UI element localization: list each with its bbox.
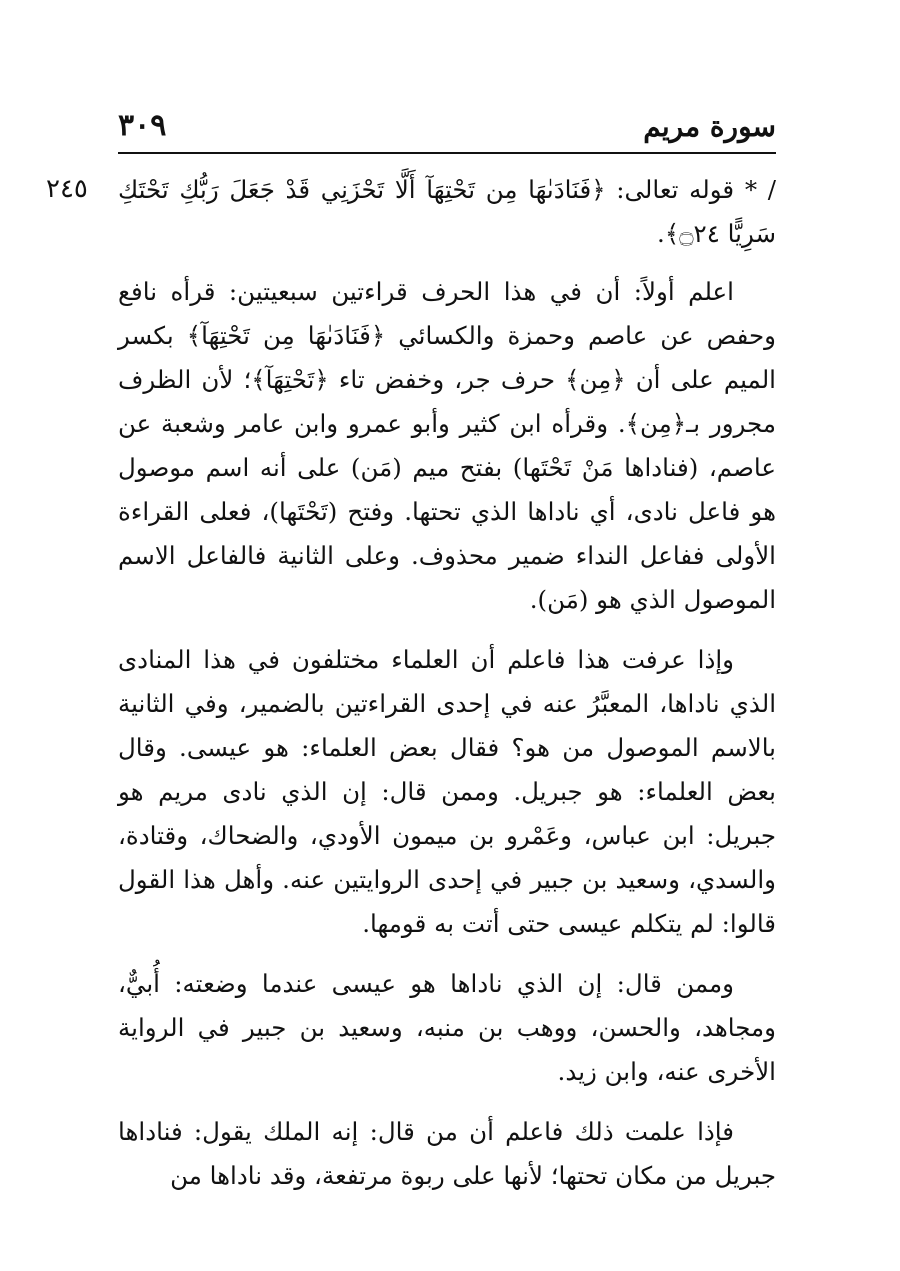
- paragraph-caller-dispute: وإذا عرفت هذا فاعلم أن العلماء مختلفون في هذا المنادى الذي ناداها، المعبَّرُ عنه في إحدى القراءتين بالضمير، وفي الثانية بالاسم الموصول من هو؟ فقال بعض العلماء: هو عيسى. وقال بعض العلماء: هو جبريل. وممن قال: إن الذي نادى مريم هو جبريل: ابن عباس، وعَمْرو بن ميمون الأودي، والضحاك، وقتادة، والسدي، وسعيد بن جبير في إحدى الروايتين عنه. وأهل هذا القول قالوا: لم يتكلم عيسى حتى أتت به قومها.: [118, 645, 776, 938]
- margin-reference-number: ٢٤٥: [46, 174, 88, 204]
- page-header: [118, 108, 776, 154]
- page-number: ٣٠٩: [118, 108, 167, 143]
- paragraph-conclusion: فإذا علمت ذلك فاعلم أن من قال: إنه الملك يقول: فناداها جبريل من مكان تحتها؛ لأنها على ربوة مرتفعة، وقد ناداها من: [118, 1117, 776, 1190]
- verse-paragraph: [118, 168, 776, 256]
- page-body: [118, 168, 776, 1198]
- surah-title: سورة مريم: [643, 110, 776, 143]
- verse-text: قوله تعالى: ﴿فَنَادَىٰهَا مِن تَحْتِهَآ أَلَّا تَحْزَنِي قَدْ جَعَلَ رَبُّكِ تَحْتَكِ سَرِيًّا ۝٢٤﴾.: [118, 175, 776, 248]
- verse-marker: / *: [744, 175, 777, 204]
- paragraph-readings: اعلم أولاً: أن في هذا الحرف قراءتين سبعيتين: قرأه نافع وحفص عن عاصم وحمزة والكسائي ﴿فَنَادَىٰهَا مِن تَحْتِهَآ﴾ بكسر الميم على أن ﴿مِن﴾ حرف جر، وخفض تاء ﴿تَحْتِهَآ﴾؛ لأن الظرف مجرور بـ﴿مِن﴾. وقرأه ابن كثير وأبو عمرو وابن عامر وشعبة عن عاصم، (فناداها مَنْ تَحْتَها) بفتح ميم (مَن) على أنه اسم موصول هو فاعل نادى، أي ناداها الذي تحتها. وفتح (تَحْتَها)، فعلى القراءة الأولى ففاعل النداء ضمير محذوف. وعلى الثانية فالفاعل الاسم الموصول الذي هو (مَن).: [118, 277, 776, 614]
- paragraph-isa-opinion: وممن قال: إن الذي ناداها هو عيسى عندما وضعته: أُبيٌّ، ومجاهد، والحسن، ووهب بن منبه، وسعيد بن جبير في الرواية الأخرى عنه، وابن زيد.: [118, 969, 776, 1086]
